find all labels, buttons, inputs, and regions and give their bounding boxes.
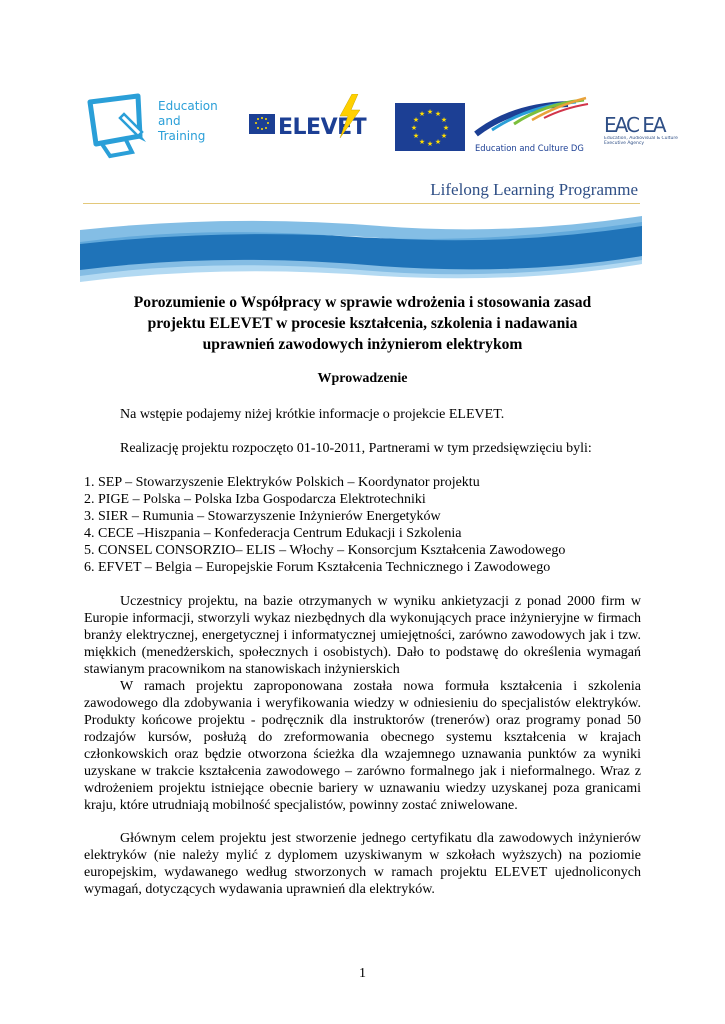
partner-list xyxy=(84,474,565,576)
body-paragraph-3: Głównym celem projektu jest stworzenie jednego certyfikatu dla zawodowych inżynierów elektryków (nie należy mylić z dyplomem uzyskiwanym w szkołach wyższych) na poziomie europejskim, wydawanego według stworzonych w ramach projektu ELEVET ujednoliconych wymagań, dotyczących wydawania uprawnień dla elektryków. xyxy=(84,831,641,897)
training-text: Training xyxy=(158,129,206,143)
list-item: 1. SEP – Stowarzyszenie Elektryków Polskich – Koordynator projektu xyxy=(84,475,480,490)
monitor-icon xyxy=(90,96,146,156)
education-training-logo xyxy=(80,92,220,162)
education-culture-dg-text: Education and Culture DG xyxy=(475,143,584,153)
svg-text:★: ★ xyxy=(410,124,418,132)
svg-text:★: ★ xyxy=(434,138,442,146)
svg-text:★: ★ xyxy=(412,132,420,140)
intro-paragraph: Na wstępie podajemy niżej krótkie informacje o projekcie ELEVET. xyxy=(120,407,505,422)
elevet-logo xyxy=(248,94,386,148)
partners-intro: Realizację projektu rozpoczęto 01-10-2011, Partnerami w tym przedsięwzięciu byli: xyxy=(120,441,592,456)
section-title: Wprowadzenie xyxy=(317,371,408,386)
header-logos xyxy=(80,92,680,162)
eacea-subtitle: Education, Audiovisual & Culture Executive Agency xyxy=(604,136,678,146)
body-paragraph-1: Uczestnicy projektu, na bazie otrzymanych w wyniku ankietyzacji z ponad 2000 firm w Europie informacji, stworzyli wykaz niezbędnych dla wykonujących prace inżynieryjne w firmach branży elektrycznej, energetycznej i informatycznej umiejętności, zarówno zawodowych jak i tzw. miękkich (menedżerskich, społecznych i osobistych). Dało to podstawę do określenia wymagań stawianym pracownikom na stanowiskach inżynierskich xyxy=(84,594,641,677)
list-item: 2. PIGE – Polska – Polska Izba Gospodarcza Elektrotechniki xyxy=(84,492,426,507)
and-text: and xyxy=(158,114,181,128)
svg-text:★: ★ xyxy=(440,116,448,124)
title-line: Porozumienie o Współpracy w sprawie wdrożenia i stosowania zasad xyxy=(133,294,592,311)
title-line: uprawnień zawodowych inżynierom elektrykom xyxy=(202,336,523,353)
wave-banner xyxy=(80,212,642,284)
eacea-logo xyxy=(604,106,680,156)
svg-text:★: ★ xyxy=(426,140,434,148)
eu-flag-icon xyxy=(395,103,465,151)
page-number: 1 xyxy=(359,966,366,981)
programme-title: Lifelong Learning Programme xyxy=(430,180,638,199)
list-item: 3. SIER – Rumunia – Stowarzyszenie Inżynierów Energetyków xyxy=(84,509,441,524)
svg-text:★: ★ xyxy=(418,110,426,118)
list-item: 6. EFVET – Belgia – Europejskie Forum Kształcenia Technicznego i Zawodowego xyxy=(84,560,551,575)
svg-text:★: ★ xyxy=(434,110,442,118)
svg-text:★: ★ xyxy=(412,116,420,124)
elevet-text: ELEVET xyxy=(278,115,367,140)
svg-text:★: ★ xyxy=(418,138,426,146)
education-culture-dg-logo xyxy=(472,96,592,156)
svg-text:★: ★ xyxy=(442,124,450,132)
education-text: Education xyxy=(158,99,218,113)
title-line: projektu ELEVET w procesie kształcenia, szkolenia i nadawania xyxy=(147,315,578,332)
list-item: 4. CECE –Hiszpania – Konfederacja Centrum Edukacji i Szkolenia xyxy=(84,526,462,541)
eacea-text: EAC EA xyxy=(604,113,665,137)
body-paragraph-2: W ramach projektu zaproponowana została nowa formuła kształcenia i szkolenia zawodowego dla zdobywania i weryfikowania wiedzy w odniesieniu do specjalistów elektryków. Produkty końcowe projektu - podręcznik dla instruktorów (trenerów) oraz programy ponad 50 rodzajów kursów, posłużą do zreformowania obecnego systemu kształcenia w krajach członkowskich oraz będzie otworzona ścieżka dla wzajemnego uznawania punktów za wyniki uzyskane w trakcie kształcenia zawodowego – zarówno formalnego jak i nieformalnego. Wraz z wdrożeniem projektu istniejące obecnie bariery w uznawaniu wiedzy uzyskanej poza granicami kraju, które utrudniają mobilność specjalistów, powinny zostać zniwelowane. xyxy=(84,679,641,813)
svg-text:★: ★ xyxy=(426,108,434,116)
svg-text:★: ★ xyxy=(440,132,448,140)
header-divider xyxy=(83,203,640,204)
list-item: 5. CONSEL CONSORZIO– ELIS – Włochy – Konsorcjum Kształcenia Zawodowego xyxy=(84,543,566,558)
document-title xyxy=(84,292,641,355)
